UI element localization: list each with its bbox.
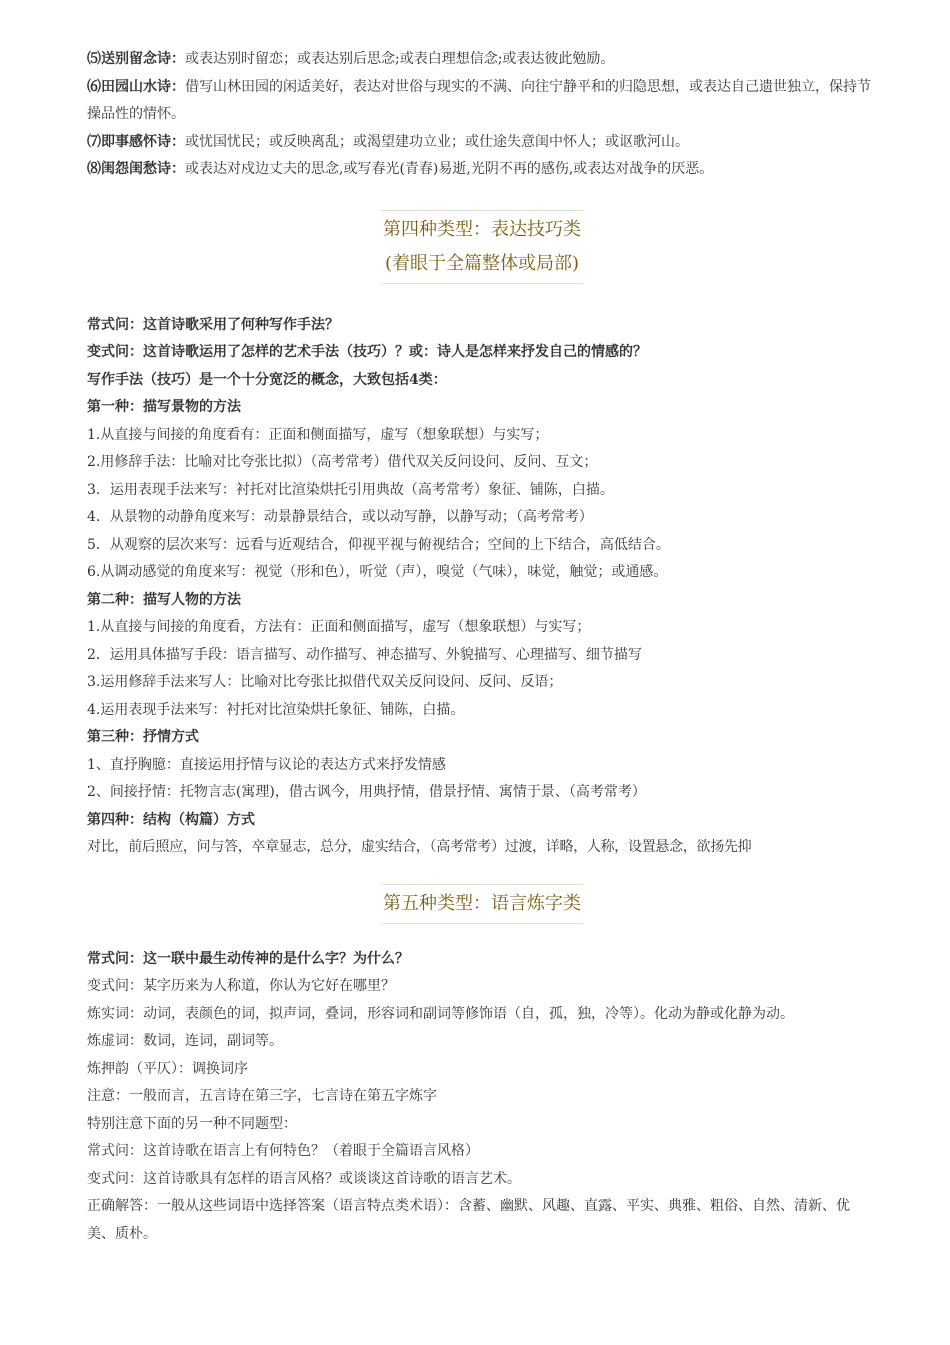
text-line: 正确解答：一般从这些词语中选择答案（语言特点类术语）：含蓄、幽默、风趣、直露、平实、典雅、粗俗、自然、清新、优美、质朴。	[87, 1198, 850, 1242]
poem-type-text: 或表达别时留恋；或表达别后思念;或表白理想信念;或表达彼此勉励。	[185, 51, 615, 67]
text-line: 变式问：某字历来为人称道，你认为它好在哪里？	[87, 978, 395, 994]
subheading: 第三种：抒情方式	[87, 729, 199, 745]
document-page	[87, 46, 877, 1248]
heading-type4	[87, 210, 877, 284]
text-line: 2．运用具体描写手段：语言描写、动作描写、神态描写、外貌描写、心理描写、细节描写	[87, 646, 642, 663]
section-type4	[87, 312, 877, 862]
text-line: 常式问：这首诗歌在语言上有何特色？（着眼于全篇语言风格）	[87, 1143, 479, 1159]
text-line: 1.从直接与间接的角度看有：正面和侧面描写，虚写（想象联想）与实写；	[87, 426, 549, 443]
heading-type4-frame	[381, 210, 583, 284]
text-line: 5．从观察的层次来写：远看与近观结合，仰视平视与俯视结合；空间的上下结合，高低结合。	[87, 536, 670, 553]
poem-type-label: ⑸送别留念诗：	[87, 51, 185, 67]
text-line: 变式问：这首诗歌运用了怎样的艺术手法（技巧）？或：诗人是怎样来抒发自己的情感的？	[87, 344, 647, 360]
heading-type4-subtitle: (着眼于全篇整体或局部)	[384, 252, 580, 274]
text-line: 2.用修辞手法：比喻对比夸张比拟）（高考常考）借代双关反问设问、反问、互文；	[87, 454, 598, 470]
poem-type-label: ⑺即事感怀诗：	[87, 133, 185, 150]
heading-type5	[87, 884, 877, 924]
text-line: 注意：一般而言，五言诗在第三字，七言诗在第五字炼字	[87, 1088, 437, 1104]
text-line: 常式问：这一联中最生动传神的是什么字？为什么？	[87, 950, 409, 967]
text-line: 特别注意下面的另一种不同题型：	[87, 1115, 297, 1132]
subheading: 第四种：结构（构篇）方式	[87, 811, 255, 828]
subheading: 第一种：描写景物的方法	[87, 399, 241, 415]
poem-type-text: 借写山林田园的闲适美好，表达对世俗与现实的不满、向往宁静平和的归隐思想，或表达自己遗世独立，保持节操品性的情怀。	[87, 78, 871, 122]
poem-type-line	[87, 156, 877, 184]
heading-type5-frame	[381, 884, 583, 924]
text-line: 3.运用修辞手法来写人：比喻对比夸张比拟借代双关反问设问、反问、反语；	[87, 674, 563, 690]
text-line: 1.从直接与间接的角度看，方法有：正面和侧面描写，虚写（想象联想）与实写；	[87, 619, 591, 635]
subheading: 第二种：描写人物的方法	[87, 591, 241, 608]
text-line: 1、直抒胸臆：直接运用抒情与议论的表达方式来抒发情感	[87, 756, 446, 773]
section-type5	[87, 946, 877, 1249]
poem-type-line	[87, 46, 877, 74]
text-line: 4.运用表现手法来写：衬托对比渲染烘托象征、铺陈，白描。	[87, 701, 465, 718]
text-line: 变式问：这首诗歌具有怎样的语言风格？或谈谈这首诗歌的语言艺术。	[87, 1170, 521, 1187]
text-line: 3．运用表现手法来写：衬托对比渲染烘托引用典故（高考常考）象征、铺陈，白描。	[87, 481, 614, 498]
text-line: 对比，前后照应，问与答，卒章显志，总分，虚实结合，（高考常考）过渡，详略，人称，设置悬念，欲扬先抑	[87, 839, 752, 855]
poem-type-label: ⑻闺怨闺愁诗：	[87, 161, 185, 177]
text-line: 4．从景物的动静角度来写：动景静景结合，或以动写静，以静写动；（高考常考）	[87, 509, 593, 525]
poem-type-line	[87, 129, 877, 157]
heading-type4-title: 第四种类型：表达技巧类	[383, 218, 581, 240]
text-line: 常式问：这首诗歌采用了何种写作手法？	[87, 316, 339, 333]
poem-type-line	[87, 74, 877, 129]
text-line: 炼虚词：数词，连词，副词等。	[87, 1033, 283, 1049]
text-line: 6.从调动感觉的角度来写：视觉（形和色），听觉（声），嗅觉（气味），味觉，触觉；或通感。	[87, 564, 668, 580]
poem-type-text: 或忧国忧民；或反映离乱；或渴望建功立业；或仕途失意闺中怀人；或讴歌河山。	[185, 133, 689, 150]
poem-type-label: ⑹田园山水诗：	[87, 78, 185, 95]
text-line: 写作手法（技巧）是一个十分宽泛的概念，大致包括4类：	[87, 371, 447, 388]
heading-type5-title: 第五种类型：语言炼字类	[383, 892, 581, 914]
text-line: 炼押韵（平仄）：调换词序	[87, 1060, 248, 1077]
poem-type-text: 或表达对戍边丈夫的思念,或写春光(青春)易逝,光阴不再的感伤,或表达对战争的厌恶。	[185, 161, 714, 177]
text-line: 炼实词：动词，表颜色的词，拟声词，叠词，形容词和副词等修饰语（自，孤，独，冷等）。化动为静或化静为动。	[87, 1005, 794, 1022]
text-line: 2、间接抒情：托物言志(寓理)，借古讽今，用典抒情，借景抒情、寓情于景、（高考常考）	[87, 784, 646, 800]
section-top	[87, 46, 877, 184]
